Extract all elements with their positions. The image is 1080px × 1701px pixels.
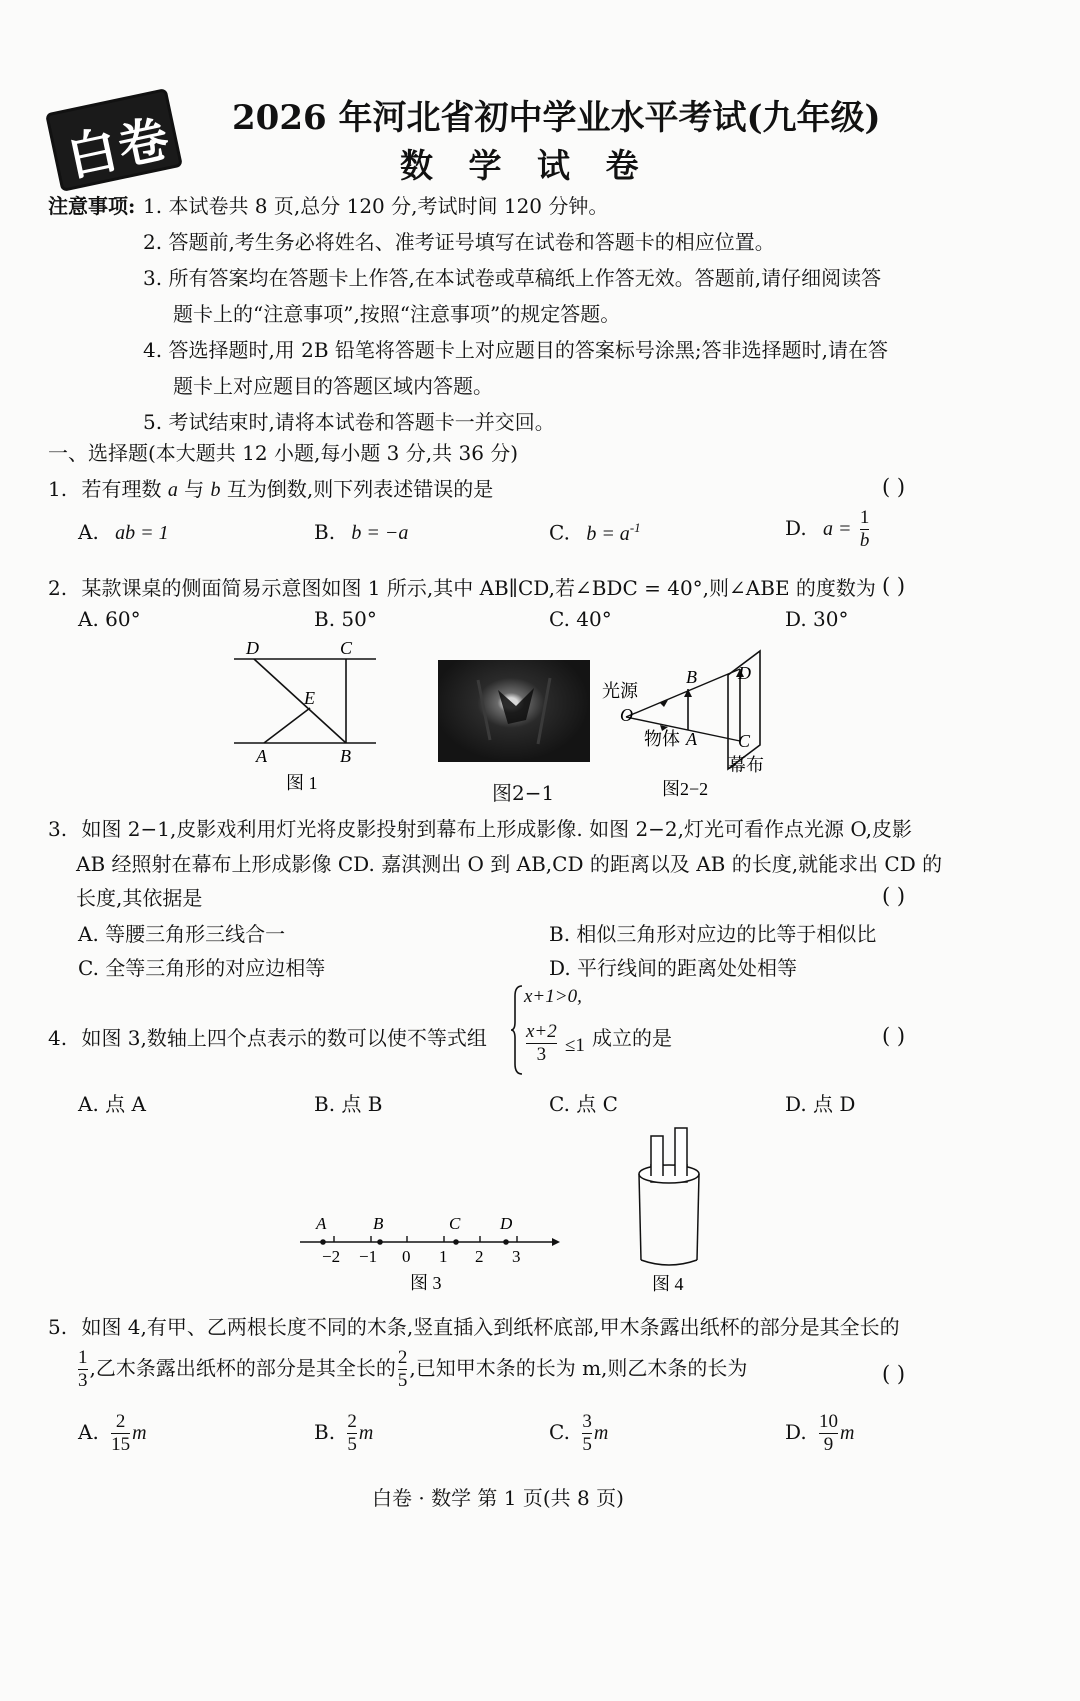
q5-option-a bbox=[78, 1412, 147, 1455]
tick-label: −2 bbox=[322, 1247, 341, 1266]
ineq-2-frac bbox=[526, 1022, 557, 1065]
fig1-label-a: A bbox=[256, 746, 267, 766]
q3-text: 如图 2−1,皮影戏利用灯光将皮影投射到幕布上形成影像. 如图 2−2,灯光可看作点光源 O,皮影 bbox=[81, 817, 912, 841]
fraction-den: 3 bbox=[536, 1043, 547, 1065]
fraction-den: 5 bbox=[582, 1433, 592, 1455]
option-text: b = −a bbox=[351, 522, 409, 544]
notes-label: 注意事项: bbox=[48, 194, 136, 218]
q5-option-b bbox=[314, 1412, 373, 1455]
fig3-caption: 图 3 bbox=[410, 1273, 442, 1293]
option-letter: C. bbox=[549, 520, 570, 545]
badge-text: 白卷 bbox=[61, 109, 176, 188]
fig1-label-c: C bbox=[340, 638, 353, 658]
option-letter: C. bbox=[549, 1419, 570, 1444]
fraction bbox=[819, 1412, 838, 1455]
fig1-label-b: B bbox=[340, 746, 351, 766]
page-footer: 白卷 · 数学 第 1 页(共 8 页) bbox=[372, 1486, 624, 1510]
q5-line bbox=[48, 1311, 900, 1340]
option-var: m bbox=[132, 1421, 147, 1444]
fraction-num: 10 bbox=[819, 1411, 839, 1432]
fig22-label-b: B bbox=[686, 667, 697, 687]
option-var: m bbox=[593, 1421, 609, 1444]
q3-option-b: B. 相似三角形对应边的比等于相似比 bbox=[549, 922, 877, 946]
q1-option-d bbox=[785, 508, 871, 551]
q3-line bbox=[48, 813, 912, 842]
answer-paren: ( ) bbox=[882, 1024, 906, 1048]
ineq-2-rhs: ≤1 bbox=[565, 1035, 585, 1056]
q1-text: 互为倒数,则下列表述错误的是 bbox=[226, 477, 494, 501]
brace-icon bbox=[510, 984, 524, 1076]
option-text: a = bbox=[823, 517, 852, 540]
fraction-num: x+2 bbox=[526, 1021, 557, 1042]
fraction-num: 1 bbox=[78, 1347, 88, 1368]
q1-option-c bbox=[549, 520, 641, 546]
option-var: m bbox=[840, 1421, 855, 1444]
q2-option-d: D. 30° bbox=[785, 607, 849, 631]
point-label-b: B bbox=[373, 1214, 384, 1233]
q1-stem bbox=[48, 473, 493, 502]
q5-line-2 bbox=[76, 1348, 747, 1391]
fraction-den: b bbox=[859, 529, 870, 551]
q2-number: 2. bbox=[48, 576, 68, 600]
note-item: 题卡上对应题目的答题区域内答题。 bbox=[173, 374, 493, 398]
note-item: 4. 答选择题时,用 2B 铅笔将答题卡上对应题目的答案标号涂黑;答非选择题时,请在答 bbox=[143, 338, 889, 362]
answer-paren: ( ) bbox=[882, 884, 906, 908]
option-var: m bbox=[358, 1421, 374, 1444]
fig22-label-screen: 幕布 bbox=[728, 755, 764, 775]
fraction-den: 5 bbox=[347, 1433, 357, 1455]
figure-2-2 bbox=[600, 645, 780, 805]
fig22-label-light: 光源 bbox=[602, 681, 638, 701]
q4-option-b: B. 点 B bbox=[314, 1092, 383, 1116]
q4-option-c: C. 点 C bbox=[549, 1092, 618, 1116]
q2-option-c: C. 40° bbox=[549, 607, 612, 631]
answer-paren: ( ) bbox=[882, 1362, 906, 1386]
q1-option-a bbox=[78, 520, 169, 545]
q4-text: 如图 3,数轴上四个点表示的数可以使不等式组 bbox=[81, 1026, 487, 1050]
note-item: 5. 考试结束时,请将本试卷和答题卡一并交回。 bbox=[143, 410, 555, 434]
q5-option-c bbox=[549, 1412, 608, 1455]
fraction-den: 5 bbox=[397, 1369, 408, 1391]
point-label-d: D bbox=[500, 1214, 513, 1233]
q5-number: 5. bbox=[48, 1315, 68, 1339]
figure-4-cup bbox=[622, 1124, 722, 1299]
fig22-label-object: 物体 bbox=[644, 729, 680, 749]
q1-var-a: a bbox=[167, 479, 178, 501]
inequality-system bbox=[510, 984, 600, 1076]
option-letter: B. bbox=[314, 1419, 336, 1444]
fraction-den: 3 bbox=[78, 1369, 88, 1391]
shadow-puppet-figure bbox=[438, 660, 590, 762]
figure-3-number-line bbox=[296, 1208, 566, 1298]
q2-option-a: A. 60° bbox=[78, 607, 141, 631]
fraction bbox=[347, 1412, 357, 1455]
q5-text: ,已知甲木条的长为 m,则乙木条的长为 bbox=[409, 1355, 748, 1380]
fraction bbox=[860, 508, 870, 551]
q2-option-b: B. 50° bbox=[314, 607, 377, 631]
option-letter: A. bbox=[78, 1419, 99, 1444]
point-label-a: A bbox=[316, 1214, 327, 1233]
ineq-1: x+1>0, bbox=[524, 986, 582, 1007]
fraction-den: 15 bbox=[111, 1433, 131, 1455]
fig22-label-a: A bbox=[686, 729, 697, 749]
note-item: 1. 本试卷共 8 页,总分 120 分,考试时间 120 分钟。 bbox=[143, 194, 609, 218]
tick-label: 0 bbox=[402, 1247, 411, 1266]
badge-stamp bbox=[45, 88, 183, 192]
page-title: 2026 年河北省初中学业水平考试(九年级) bbox=[232, 98, 881, 138]
answer-paren: ( ) bbox=[882, 475, 906, 499]
q2-text: 某款课桌的侧面简易示意图如图 1 所示,其中 AB∥CD,若∠BDC = 40°,则∠ABE 的度数为 bbox=[81, 576, 876, 600]
fraction bbox=[78, 1348, 88, 1391]
option-text: ab = 1 bbox=[115, 522, 169, 544]
q1-number: 1. bbox=[48, 477, 68, 501]
q3-line: AB 经照射在幕布上形成影像 CD. 嘉淇测出 O 到 AB,CD 的距离以及 AB 的长度,就能求出 CD 的 bbox=[76, 852, 943, 876]
fig22-caption: 图2−2 bbox=[662, 779, 709, 799]
fraction bbox=[398, 1348, 408, 1391]
q4-option-a: A. 点 A bbox=[78, 1092, 146, 1116]
fraction-num: 2 bbox=[347, 1411, 357, 1432]
q3-option-c: C. 全等三角形的对应边相等 bbox=[78, 956, 326, 980]
fig1-label-d: D bbox=[246, 638, 259, 658]
fig1-caption: 图 1 bbox=[286, 773, 318, 793]
tick-label: 2 bbox=[475, 1247, 484, 1266]
fraction-num: 1 bbox=[859, 507, 870, 528]
option-text: b = a bbox=[586, 522, 630, 545]
fraction-den: 9 bbox=[823, 1433, 834, 1455]
fig21-caption: 图2−1 bbox=[492, 781, 555, 805]
fig1-label-e: E bbox=[304, 688, 315, 708]
q5-text: 如图 4,有甲、乙两根长度不同的木条,竖直插入到纸杯底部,甲木条露出纸杯的部分是其全长的 bbox=[81, 1315, 900, 1339]
fraction bbox=[582, 1412, 592, 1455]
q2-stem bbox=[48, 572, 876, 601]
q3-option-d: D. 平行线间的距离处处相等 bbox=[549, 956, 798, 980]
q3-line: 长度,其依据是 bbox=[76, 886, 203, 910]
q1-var-b: b bbox=[210, 479, 221, 501]
option-letter: D. bbox=[785, 515, 807, 540]
figure-1 bbox=[220, 636, 390, 796]
q1-text: 与 bbox=[184, 477, 205, 501]
fraction-num: 2 bbox=[397, 1347, 408, 1368]
tick-label: −1 bbox=[359, 1247, 378, 1266]
fig22-label-o: O bbox=[620, 705, 633, 725]
note-item: 题卡上的“注意事项”,按照“注意事项”的规定答题。 bbox=[173, 302, 621, 326]
fig22-label-c: C bbox=[738, 731, 751, 751]
option-letter: A. bbox=[78, 520, 99, 544]
option-exponent: -1 bbox=[629, 520, 641, 535]
q4-number: 4. bbox=[48, 1026, 68, 1050]
q1-option-b bbox=[314, 520, 408, 545]
q4-option-d: D. 点 D bbox=[785, 1092, 856, 1116]
q5-option-d bbox=[785, 1412, 855, 1455]
note-item: 3. 所有答案均在答题卡上作答,在本试卷或草稿纸上作答无效。答题前,请仔细阅读答 bbox=[143, 266, 882, 290]
page-subtitle: 数 学 试 卷 bbox=[400, 146, 651, 185]
note-item: 2. 答题前,考生务必将姓名、准考证号填写在试卷和答题卡的相应位置。 bbox=[143, 230, 775, 254]
point-label-c: C bbox=[449, 1214, 461, 1233]
q4-stem bbox=[48, 1022, 487, 1051]
option-letter: B. bbox=[314, 520, 336, 544]
q5-text: ,乙木条露出纸杯的部分是其全长的 bbox=[89, 1355, 396, 1380]
option-letter: D. bbox=[785, 1419, 807, 1444]
section-heading: 一、选择题(本大题共 12 小题,每小题 3 分,共 36 分) bbox=[48, 441, 519, 465]
fraction-num: 3 bbox=[582, 1411, 592, 1432]
tick-label: 1 bbox=[439, 1247, 448, 1266]
tick-label: 3 bbox=[512, 1247, 521, 1266]
fig4-caption: 图 4 bbox=[652, 1274, 684, 1294]
fraction-num: 2 bbox=[115, 1411, 126, 1432]
answer-paren: ( ) bbox=[882, 574, 906, 598]
figure-2-1-photo bbox=[438, 660, 590, 762]
q1-text: 若有理数 bbox=[81, 477, 162, 501]
q3-number: 3. bbox=[48, 817, 68, 841]
fig22-label-d: D bbox=[738, 663, 751, 683]
q3-option-a: A. 等腰三角形三线合一 bbox=[78, 922, 286, 946]
fraction bbox=[111, 1412, 130, 1455]
q4-text: 成立的是 bbox=[592, 1026, 672, 1050]
